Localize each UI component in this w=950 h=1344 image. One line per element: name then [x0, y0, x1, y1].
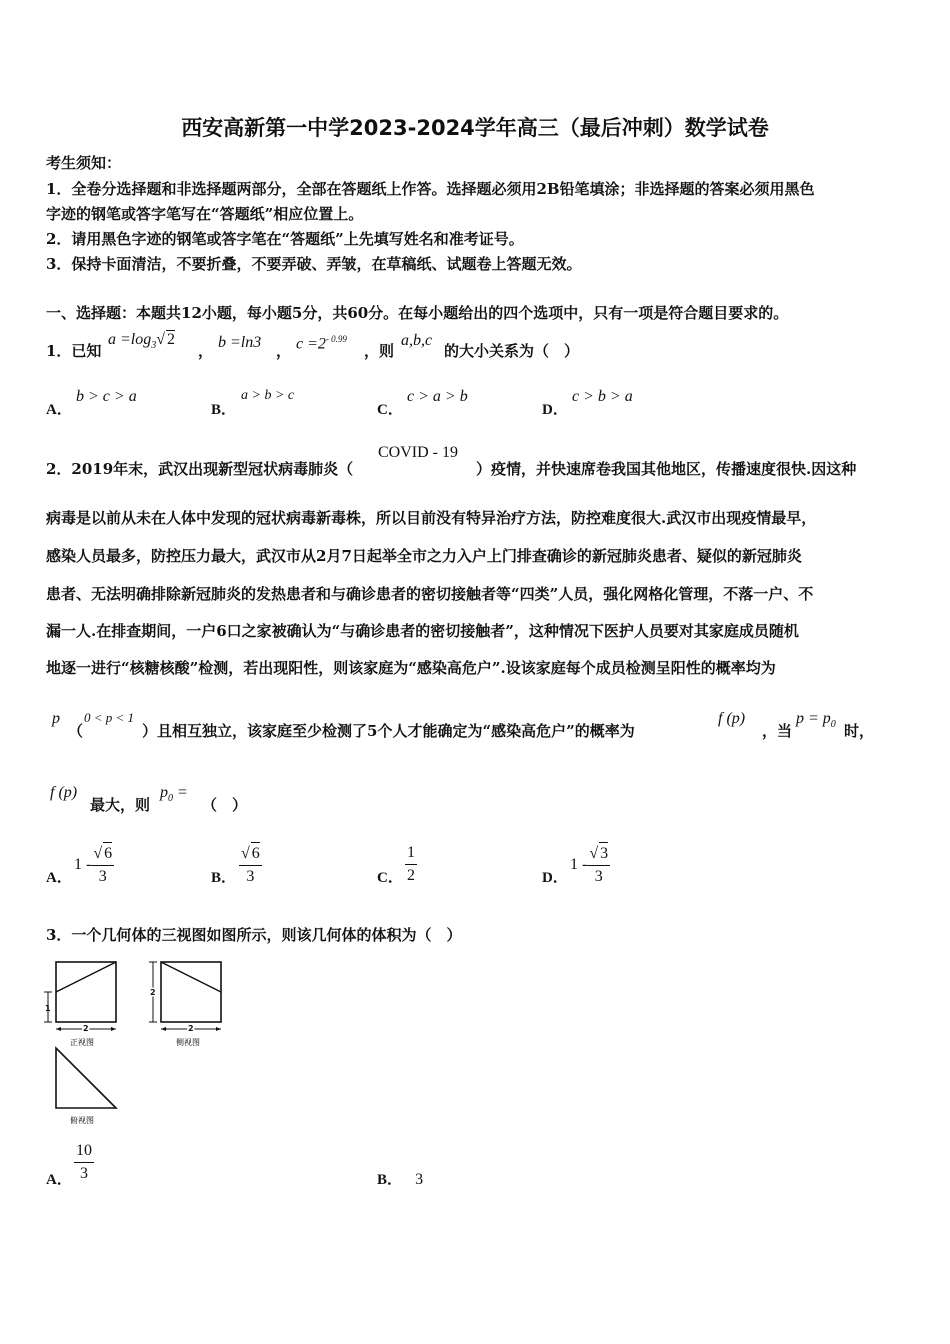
side-view-label: 侧视图	[176, 1038, 200, 1047]
q2-line-2: 病毒是以前从未在人体中发现的冠状病毒新毒株，所以目前没有特异治疗方法，防控难度很大.武汉市出现疫情最早，	[46, 509, 817, 527]
q2-line-1: 2．2019年末，武汉出现新型冠状病毒肺炎（ COVID - 19 ）疫情，并快速席卷我国其他地区，传播速度很快.因这种	[46, 444, 857, 478]
q3-stem: 3．一个几何体的三视图如图所示，则该几何体的体积为（ ）	[46, 926, 462, 944]
top-view-label: 俯视图	[70, 1116, 94, 1125]
front-view-label: 正视图	[70, 1038, 94, 1047]
notice-item-3: 3．保持卡面清洁，不要折叠，不要弄破、弄皱，在草稿纸、试题卷上答题无效。	[46, 255, 582, 273]
side-view	[149, 962, 221, 1047]
q1-b-expr: b =ln3	[218, 334, 262, 351]
notice-item-2: 2．请用黑色字迹的钢笔或答字笔在“答题纸”上先填写姓名和准考证号。	[46, 230, 524, 248]
side-height-label: 2	[150, 988, 156, 997]
page-title: 西安高新第一中学2023-2024学年高三（最后冲刺）数学试卷	[181, 116, 769, 140]
q2-line-3: 感染人员最多，防控压力最大，武汉市从2月7日起举全市之力入户上门排查确诊的新冠肺炎患者、疑似的新冠肺炎	[46, 547, 802, 565]
q2-line-6: 地逐一进行“核糖核酸”检测，若出现阳性，则该家庭为“感染高危户”.设该家庭每个成员检测呈阳性的概率均为	[46, 659, 776, 677]
notice-item-1-line-1: 1．全卷分选择题和非选择题两部分，全部在答题纸上作答。选择题必须用2B铅笔填涂；非选择题的答案必须用黑色	[46, 180, 815, 198]
q1-sep-3: ，则	[364, 342, 395, 360]
q1-sep-1: ，	[198, 342, 214, 360]
q2-line-4: 患者、无法明确排除新冠肺炎的发热患者和与确诊患者的密切接触者等“四类”人员，强化网格化管理，不落一户、不	[46, 585, 814, 603]
q2-line-8: f (p) 最大，则 $p_0$ = （ ）	[50, 784, 248, 814]
front-width-label: 2	[83, 1024, 89, 1033]
q1-suffix: 的大小关系为（ ）	[444, 342, 580, 360]
notice-item-1-line-2: 字迹的钢笔或答字笔写在“答题纸”相应位置上。	[46, 205, 364, 223]
covid-label: COVID - 19	[378, 444, 458, 461]
q1-sep-2: ，	[276, 342, 292, 360]
q1-a-expr: $a =\log_3√$ 2	[108, 331, 176, 352]
front-height-label: 1	[45, 1004, 51, 1013]
front-view	[44, 962, 116, 1047]
notice-heading: 考生须知：	[46, 154, 122, 172]
side-width-label: 2	[188, 1024, 194, 1033]
top-view	[56, 1048, 116, 1125]
q1-prefix: 1．已知	[46, 342, 102, 360]
three-view-figure	[40, 955, 240, 1130]
q1-vars: a,b,c	[401, 332, 433, 349]
section-heading: 一、选择题：本题共12小题，每小题5分，共60分。在每小题给出的四个选项中，只有一项是符合题目要求的。	[46, 304, 789, 322]
q2-line-7: p （ 0 < p < 1 ）且相互独立，该家庭至少检测了5个人才能确定为“感染高危户”的概率为 f (p) ，当 $p = p_0$ 时，	[52, 710, 875, 740]
q2-line-5: 漏一人.在排查期间，一户6口之家被确认为“与确诊患者的密切接触者”，这种情况下医护人员要对其家庭成员随机	[46, 622, 799, 640]
q1-c-expr: $c =2^{- 0.99}$	[296, 334, 347, 353]
q3-option-b[interactable]: B． 3	[377, 1171, 424, 1188]
